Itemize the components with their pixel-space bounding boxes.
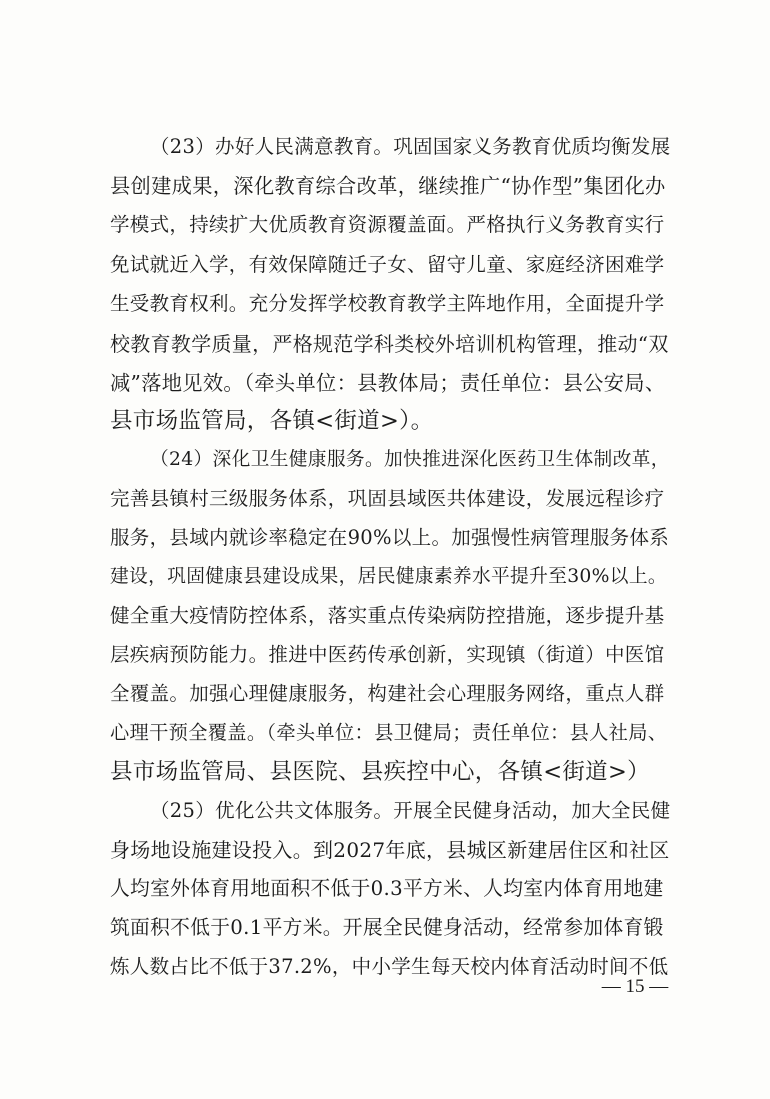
text-line: 县创建成果，深化教育综合改革，继续推广“协作型”集团化办 <box>110 174 666 198</box>
text-line: 身场地设施建设投入。到2027年底，县城区新建居住区和社区 <box>110 838 670 862</box>
text-line: 服务，县域内就诊率稳定在90%以上。加强慢性病管理服务体系 <box>110 526 670 549</box>
text-line: 层疾病预防能力。推进中医药传承创新，实现镇（街道）中医馆 <box>110 643 665 666</box>
text-line: 县市场监管局、县医院、县疾控中心，各镇<街道>） <box>110 759 650 785</box>
text-line: 校教育教学质量，严格规范学科类校外培训机构管理，推动“双 <box>110 332 669 356</box>
text-line: 免试就近入学，有效保障随迁子女、留守儿童、家庭经济困难学 <box>110 253 665 276</box>
text-line: 筑面积不低于0.1平方米。开展全民健身活动，经常参加体育锻 <box>110 916 664 939</box>
text-line: 全覆盖。加强心理健康服务，构建社会心理服务网络，重点人群 <box>110 682 665 705</box>
text-line: 建设，巩固健康县建设成果，居民健康素养水平提升至30%以上。 <box>110 566 667 587</box>
text-line: 人均室外体育用地面积不低于0.3平方米、人均室内体育用地建 <box>110 877 664 900</box>
text-line: 县市场监管局，各镇<街道>）。 <box>110 408 434 434</box>
text-line: 完善县镇村三级服务体系，巩固县域医共体建设，发展远程诊疗 <box>110 487 665 510</box>
text-line: （23）办好人民满意教育。巩固国家义务教育优质均衡发展 <box>150 135 671 158</box>
text-line: 生受教育权利。充分发挥学校教育教学主阵地作用，全面提升学 <box>110 292 665 315</box>
text-line: 减”落地见效。（牵头单位：县教体局；责任单位：县公安局、 <box>110 371 666 395</box>
text-line: 健全重大疫情防控体系，落实重点传染病防控措施，逐步提升基 <box>110 604 665 627</box>
text-line: 心理干预全覆盖。（牵头单位：县卫健局；责任单位：县人社局、 <box>110 721 668 744</box>
text-line: 炼人数占比不低于37.2%，中小学生每天校内体育活动时间不低 <box>110 955 669 978</box>
text-line: （24）深化卫生健康服务。加快推进深化医药卫生体制改革， <box>150 449 670 470</box>
text-line: 学模式，持续扩大优质教育资源覆盖面。严格执行义务教育实行 <box>110 213 665 236</box>
text-line: （25）优化公共文体服务。开展全民健身活动，加大全民健 <box>150 799 671 822</box>
page-number: — 15 — <box>601 976 669 997</box>
